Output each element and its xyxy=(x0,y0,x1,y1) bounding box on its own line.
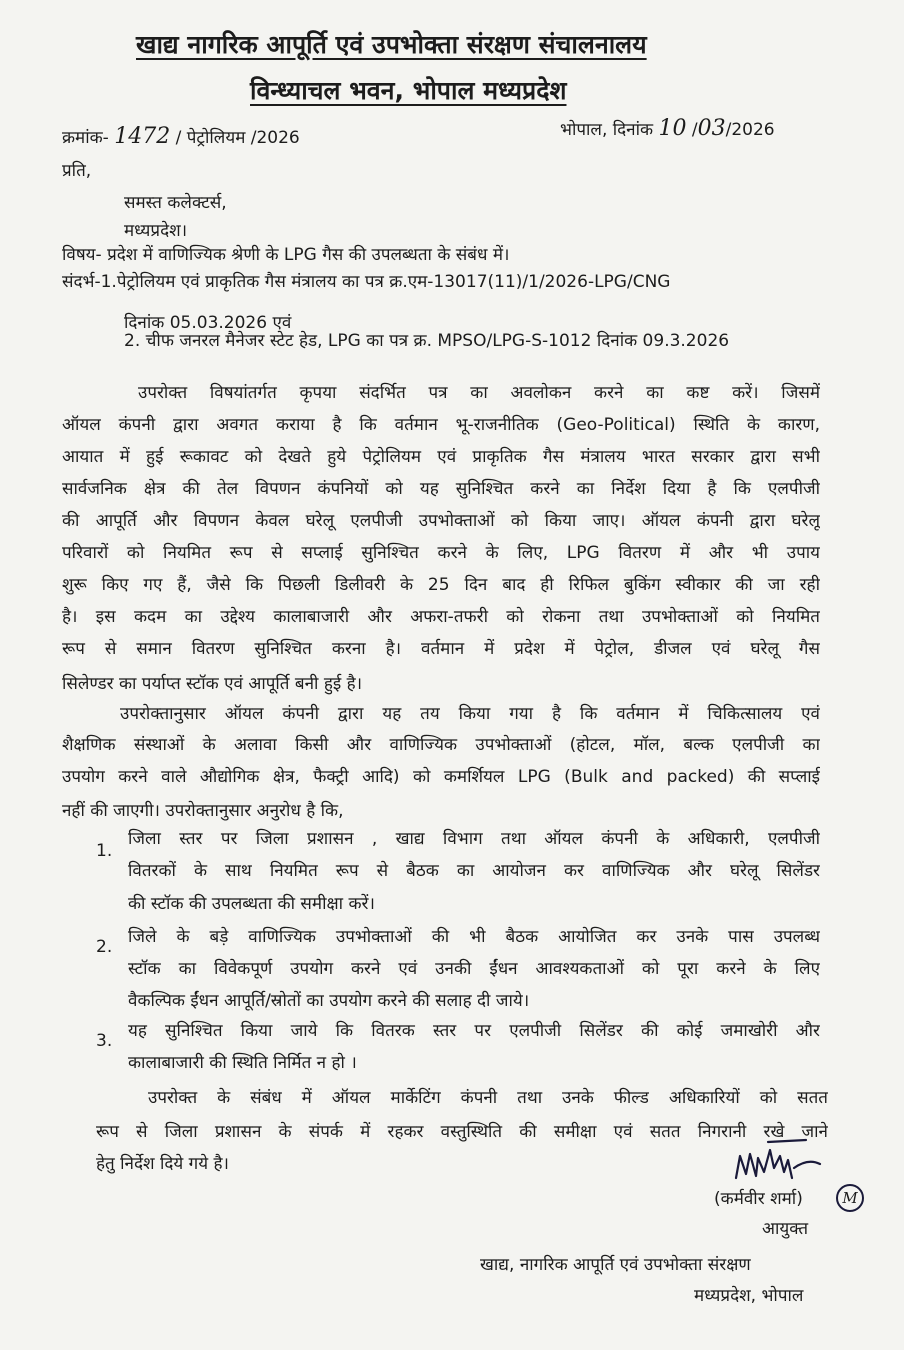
para2-line: उपरोक्तानुसार ऑयल कंपनी द्वारा यह तय किया गया है कि वर्तमान में चिकित्सालय एवं xyxy=(120,704,820,724)
letter-date xyxy=(560,118,775,141)
list-item-line: वैकल्पिक ईंधन आपूर्ति/स्रोतों का उपयोग करने की सलाह दी जाये। xyxy=(128,991,530,1011)
list-item-line: जिला स्तर पर जिला प्रशासन , खाद्य विभाग तथा ऑयल कंपनी के अधिकारी, एलपीजी xyxy=(128,829,820,849)
office-title: खाद्य नागरिक आपूर्ति एवं उपभोक्ता संरक्षण संचालनालय xyxy=(136,30,647,59)
reference-line-3: 2. चीफ जनरल मैनेजर स्टेट हेड, LPG का पत्र क्र. MPSO/LPG-S-1012 दिनांक 09.3.2026 xyxy=(124,331,730,351)
para2-line: नहीं की जाएगी। उपरोक्तानुसार अनुरोध है कि, xyxy=(62,801,344,821)
para1-line: रूप से समान वितरण सुनिश्चित करना है। वर्तमान में प्रदेश में पेट्रोल, डीजल एवं घरेलू गैस xyxy=(62,639,820,659)
date-prefix: भोपाल, दिनांक xyxy=(560,120,654,140)
para1-line: ऑयल कंपनी द्वारा अवगत कराया है कि वर्तमान भू-राजनीतिक (Geo-Political) स्थिति के कारण, xyxy=(62,415,820,435)
initials-circle: M xyxy=(836,1184,864,1212)
reference-line-2: दिनांक 05.03.2026 एवं xyxy=(124,313,292,333)
office-address: विन्ध्याचल भवन, भोपाल मध्यप्रदेश xyxy=(250,76,567,105)
signatory-place: मध्यप्रदेश, भोपाल xyxy=(694,1286,804,1306)
kramank-number: 1472 xyxy=(114,124,171,149)
recipient-line2: मध्यप्रदेश। xyxy=(124,221,188,241)
para1-line: की आपूर्ति और विपणन केवल घरेलू एलपीजी उपभोक्ताओं को किया जाए। ऑयल कंपनी द्वारा घरेलू xyxy=(62,511,820,531)
list-item-line: जिले के बड़े वाणिज्यिक उपभोक्ताओं की भी बैठक आयोजित कर उनके पास उपलब्ध xyxy=(128,927,820,947)
para3-line: हेतु निर्देश दिये गये है। xyxy=(96,1154,229,1174)
para1-line: आयात में हुई रूकावट को देखते हुये पेट्रोलियम एवं प्राकृतिक गैस मंत्रालय भारत सरकार द्वारा सभी xyxy=(62,447,820,467)
subject: विषय- प्रदेश में वाणिज्यिक श्रेणी के LPG गैस की उपलब्धता के संबंध में। xyxy=(62,245,510,265)
date-year: /2026 xyxy=(725,120,775,140)
para1-line: परिवारों को नियमित रूप से सप्लाई सुनिश्चित करने के लिए, LPG वितरण में और भी उपाय xyxy=(62,543,820,563)
list-item-number: 1. xyxy=(96,841,113,861)
list-item-line: कालाबाजारी की स्थिति निर्मित न हो । xyxy=(128,1053,357,1073)
kramank-suffix: / पेट्रोलियम /2026 xyxy=(175,128,300,148)
signatory-designation: आयुक्त xyxy=(762,1219,809,1239)
para1-line: है। इस कदम का उद्देश्य कालाबाजारी और अफरा-तफरी को रोकना तथा उपभोक्ताओं को नियमित xyxy=(62,607,820,627)
list-item-number: 3. xyxy=(96,1031,113,1051)
recipient-prati: प्रति, xyxy=(62,161,92,181)
date-day: 10 xyxy=(658,116,687,141)
letter-number xyxy=(62,126,300,149)
kramank-label: क्रमांक- xyxy=(62,128,109,148)
list-item-number: 2. xyxy=(96,937,113,957)
signature-scribble xyxy=(728,1138,828,1194)
date-separator: / xyxy=(691,120,698,140)
para1-line: शुरू किए गए हैं, जैसे कि पिछली डिलीवरी के 25 दिन बाद ही रिफिल बुकिंग स्वीकार की जा रही xyxy=(62,575,820,595)
para1-line: सिलेण्डर का पर्याप्त स्टॉक एवं आपूर्ति बनी हुई है। xyxy=(62,674,363,694)
reference-line-1: संदर्भ-1.पेट्रोलियम एवं प्राकृतिक गैस मंत्रालय का पत्र क्र.एम-13017(11)/1/2026-LPG/CNG xyxy=(62,272,671,292)
list-item-line: वितरकों के साथ नियमित रूप से बैठक का आयोजन कर वाणिज्यिक और घरेलू सिलेंडर xyxy=(128,861,820,881)
list-item-line: स्टॉक का विवेकपूर्ण उपयोग करने एवं उनकी ईंधन आवश्यकताओं को पूरा करने के लिए xyxy=(128,959,820,979)
para1-line: सार्वजनिक क्षेत्र की तेल विपणन कंपनियों को यह सुनिश्चित करने का निर्देश दिया है कि एलपीजी xyxy=(62,479,820,499)
para3-line: रूप से जिला प्रशासन के संपर्क में रहकर वस्तुस्थिति की समीक्षा एवं सतत निगरानी रखे जाने xyxy=(96,1122,828,1142)
list-item-line: यह सुनिश्चित किया जाये कि वितरक स्तर पर एलपीजी सिलेंडर की कोई जमाखोरी और xyxy=(128,1021,820,1041)
para2-line: उपयोग करने वाले औद्योगिक क्षेत्र, फैक्ट्री आदि) को कमर्शियल LPG (Bulk and packed) की सप्लाई xyxy=(62,767,820,787)
signatory-name: (कर्मवीर शर्मा) xyxy=(714,1189,803,1209)
para3-line: उपरोक्त के संबंध में ऑयल मार्केटिंग कंपनी तथा उनके फील्ड अधिकारियों को सतत xyxy=(148,1088,828,1108)
signatory-organization: खाद्य, नागरिक आपूर्ति एवं उपभोक्ता संरक्षण xyxy=(480,1255,751,1275)
recipient-line1: समस्त कलेक्टर्स, xyxy=(124,193,227,213)
date-month: 03 xyxy=(697,116,726,141)
list-item-line: की स्टॉक की उपलब्धता की समीक्षा करें। xyxy=(128,894,375,914)
para1-line: उपरोक्त विषयांतर्गत कृपया संदर्भित पत्र का अवलोकन करने का कष्ट करें। जिसमें xyxy=(138,383,820,403)
para2-line: शैक्षणिक संस्थाओं के अलावा किसी और वाणिज्यिक उपभोक्ताओं (होटल, मॉल, बल्क एलपीजी का xyxy=(62,735,820,755)
